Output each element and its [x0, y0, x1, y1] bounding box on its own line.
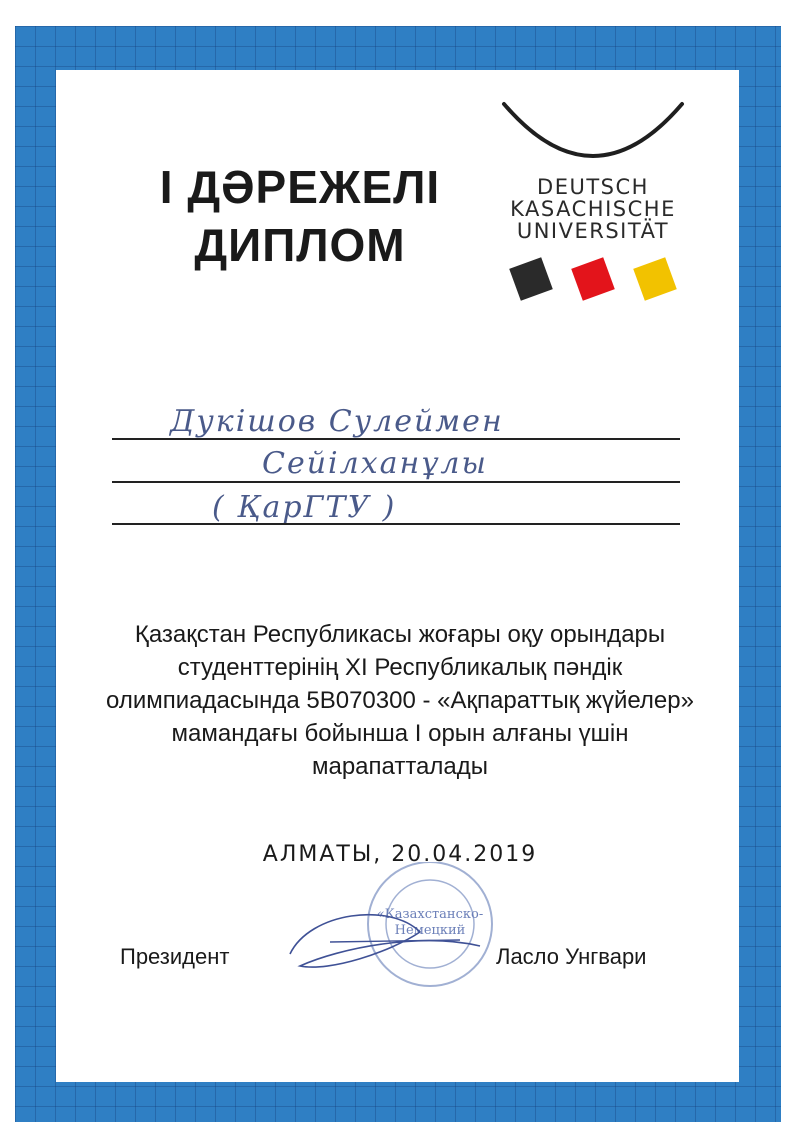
- logo-text-line1: DEUTSCH: [537, 175, 649, 199]
- diploma-title-line1: І ДӘРЕЖЕЛІ: [159, 161, 441, 213]
- diploma-title-line2: ДИПЛОМ: [194, 219, 406, 271]
- logo-arc-icon: [488, 98, 698, 168]
- recipient-name: Дукішов Сулеймен: [170, 404, 504, 439]
- official-stamp: [270, 862, 520, 1002]
- stamp-center-line2: Немецкий: [394, 923, 466, 938]
- signature-name: Ласло Унгвари: [496, 944, 647, 969]
- signature-role: Президент: [120, 944, 230, 969]
- award-text: Қазақстан Республикасы жоғары оқу орындары студенттерінің XI Республикалық пәндік олимпиадасында 5B070300 - «Ақпараттық жүйелер» мамандағы бойынша І орын алғаны үшін марапатталады: [106, 621, 694, 780]
- underline-2: [112, 481, 680, 483]
- logo-text-line3: UNIVERSITÄT: [516, 219, 670, 243]
- underline-1: [112, 438, 680, 440]
- logo-text-line2: KASACHISCHE: [510, 197, 676, 221]
- recipient-institution: ( ҚарГТУ ): [212, 490, 397, 525]
- university-logo: [488, 98, 698, 318]
- logo-flag-diamonds-icon: [488, 250, 698, 320]
- underline-3: [112, 523, 680, 525]
- recipient-patronymic: Сейілханұлы: [262, 446, 488, 481]
- place-date: АЛМАТЫ, 20.04.2019: [262, 842, 538, 867]
- stamp-seal-icon: [270, 862, 520, 1002]
- stamp-center-line1: «Казахстанско-: [376, 907, 484, 922]
